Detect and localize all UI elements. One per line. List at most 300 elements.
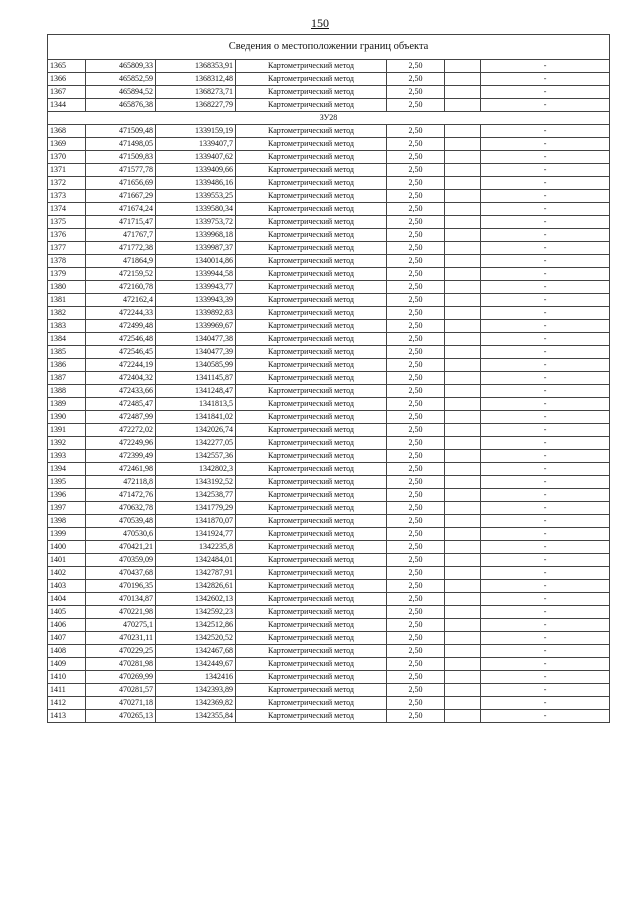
empty-cell bbox=[445, 86, 481, 99]
note-cell: - bbox=[481, 268, 610, 281]
x-coordinate-cell: 470437,68 bbox=[86, 567, 156, 580]
empty-cell bbox=[445, 60, 481, 73]
y-coordinate-cell: 1368312,48 bbox=[156, 73, 236, 86]
x-coordinate-cell: 472499,48 bbox=[86, 320, 156, 333]
table-row bbox=[48, 164, 610, 177]
table-row bbox=[48, 99, 610, 112]
accuracy-cell: 2,50 bbox=[387, 138, 445, 151]
table-row bbox=[48, 60, 610, 73]
y-coordinate-cell: 1341841,02 bbox=[156, 411, 236, 424]
x-coordinate-cell: 471498,05 bbox=[86, 138, 156, 151]
accuracy-cell: 2,50 bbox=[387, 554, 445, 567]
section-label: ЗУ28 bbox=[48, 112, 610, 125]
x-coordinate-cell: 470271,18 bbox=[86, 697, 156, 710]
empty-cell bbox=[445, 229, 481, 242]
empty-cell bbox=[445, 73, 481, 86]
point-number-cell: 1386 bbox=[48, 359, 86, 372]
accuracy-cell: 2,50 bbox=[387, 528, 445, 541]
empty-cell bbox=[445, 372, 481, 385]
y-coordinate-cell: 1342787,91 bbox=[156, 567, 236, 580]
method-cell: Картометрический метод bbox=[236, 528, 387, 541]
point-number-cell: 1365 bbox=[48, 60, 86, 73]
point-number-cell: 1375 bbox=[48, 216, 86, 229]
x-coordinate-cell: 470229,25 bbox=[86, 645, 156, 658]
accuracy-cell: 2,50 bbox=[387, 684, 445, 697]
y-coordinate-cell: 1339486,16 bbox=[156, 177, 236, 190]
empty-cell bbox=[445, 216, 481, 229]
empty-cell bbox=[445, 411, 481, 424]
y-coordinate-cell: 1339159,19 bbox=[156, 125, 236, 138]
method-cell: Картометрический метод bbox=[236, 99, 387, 112]
y-coordinate-cell: 1339943,39 bbox=[156, 294, 236, 307]
note-cell: - bbox=[481, 125, 610, 138]
accuracy-cell: 2,50 bbox=[387, 151, 445, 164]
x-coordinate-cell: 470196,35 bbox=[86, 580, 156, 593]
x-coordinate-cell: 472249,96 bbox=[86, 437, 156, 450]
accuracy-cell: 2,50 bbox=[387, 203, 445, 216]
empty-cell bbox=[445, 554, 481, 567]
note-cell: - bbox=[481, 177, 610, 190]
accuracy-cell: 2,50 bbox=[387, 476, 445, 489]
y-coordinate-cell: 1339753,72 bbox=[156, 216, 236, 229]
x-coordinate-cell: 470632,78 bbox=[86, 502, 156, 515]
x-coordinate-cell: 472485,47 bbox=[86, 398, 156, 411]
table-title: Сведения о местоположении границ объекта bbox=[48, 35, 610, 60]
note-cell: - bbox=[481, 203, 610, 216]
method-cell: Картометрический метод bbox=[236, 281, 387, 294]
x-coordinate-cell: 471674,24 bbox=[86, 203, 156, 216]
y-coordinate-cell: 1368273,71 bbox=[156, 86, 236, 99]
x-coordinate-cell: 470530,6 bbox=[86, 528, 156, 541]
method-cell: Картометрический метод bbox=[236, 190, 387, 203]
y-coordinate-cell: 1342416 bbox=[156, 671, 236, 684]
method-cell: Картометрический метод bbox=[236, 619, 387, 632]
point-number-cell: 1399 bbox=[48, 528, 86, 541]
x-coordinate-cell: 471656,69 bbox=[86, 177, 156, 190]
method-cell: Картометрический метод bbox=[236, 437, 387, 450]
table-row bbox=[48, 515, 610, 528]
note-cell: - bbox=[481, 372, 610, 385]
x-coordinate-cell: 470421,21 bbox=[86, 541, 156, 554]
empty-cell bbox=[445, 255, 481, 268]
y-coordinate-cell: 1339409,66 bbox=[156, 164, 236, 177]
point-number-cell: 1392 bbox=[48, 437, 86, 450]
empty-cell bbox=[445, 281, 481, 294]
method-cell: Картометрический метод bbox=[236, 138, 387, 151]
accuracy-cell: 2,50 bbox=[387, 320, 445, 333]
point-number-cell: 1405 bbox=[48, 606, 86, 619]
accuracy-cell: 2,50 bbox=[387, 593, 445, 606]
table-row bbox=[48, 281, 610, 294]
accuracy-cell: 2,50 bbox=[387, 281, 445, 294]
empty-cell bbox=[445, 476, 481, 489]
note-cell: - bbox=[481, 632, 610, 645]
table-row bbox=[48, 320, 610, 333]
y-coordinate-cell: 1339407,62 bbox=[156, 151, 236, 164]
empty-cell bbox=[445, 658, 481, 671]
y-coordinate-cell: 1342520,52 bbox=[156, 632, 236, 645]
note-cell: - bbox=[481, 138, 610, 151]
table-row bbox=[48, 697, 610, 710]
x-coordinate-cell: 471509,48 bbox=[86, 125, 156, 138]
accuracy-cell: 2,50 bbox=[387, 372, 445, 385]
accuracy-cell: 2,50 bbox=[387, 216, 445, 229]
accuracy-cell: 2,50 bbox=[387, 255, 445, 268]
note-cell: - bbox=[481, 606, 610, 619]
table-row bbox=[48, 190, 610, 203]
method-cell: Картометрический метод bbox=[236, 320, 387, 333]
y-coordinate-cell: 1341924,77 bbox=[156, 528, 236, 541]
method-cell: Картометрический метод bbox=[236, 606, 387, 619]
point-number-cell: 1374 bbox=[48, 203, 86, 216]
y-coordinate-cell: 1341870,07 bbox=[156, 515, 236, 528]
method-cell: Картометрический метод bbox=[236, 203, 387, 216]
x-coordinate-cell: 471509,83 bbox=[86, 151, 156, 164]
empty-cell bbox=[445, 125, 481, 138]
y-coordinate-cell: 1340014,86 bbox=[156, 255, 236, 268]
x-coordinate-cell: 472433,66 bbox=[86, 385, 156, 398]
y-coordinate-cell: 1341813,5 bbox=[156, 398, 236, 411]
method-cell: Картометрический метод bbox=[236, 333, 387, 346]
point-number-cell: 1406 bbox=[48, 619, 86, 632]
table-row bbox=[48, 177, 610, 190]
empty-cell bbox=[445, 398, 481, 411]
method-cell: Картометрический метод bbox=[236, 151, 387, 164]
x-coordinate-cell: 470231,11 bbox=[86, 632, 156, 645]
method-cell: Картометрический метод bbox=[236, 502, 387, 515]
note-cell: - bbox=[481, 151, 610, 164]
x-coordinate-cell: 472118,8 bbox=[86, 476, 156, 489]
empty-cell bbox=[445, 177, 481, 190]
point-number-cell: 1381 bbox=[48, 294, 86, 307]
y-coordinate-cell: 1339969,67 bbox=[156, 320, 236, 333]
accuracy-cell: 2,50 bbox=[387, 632, 445, 645]
table-row bbox=[48, 333, 610, 346]
x-coordinate-cell: 465894,52 bbox=[86, 86, 156, 99]
accuracy-cell: 2,50 bbox=[387, 242, 445, 255]
point-number-cell: 1370 bbox=[48, 151, 86, 164]
note-cell: - bbox=[481, 554, 610, 567]
empty-cell bbox=[445, 632, 481, 645]
method-cell: Картометрический метод bbox=[236, 242, 387, 255]
y-coordinate-cell: 1342026,74 bbox=[156, 424, 236, 437]
method-cell: Картометрический метод bbox=[236, 307, 387, 320]
table-row bbox=[48, 385, 610, 398]
x-coordinate-cell: 472244,19 bbox=[86, 359, 156, 372]
note-cell: - bbox=[481, 463, 610, 476]
table-row bbox=[48, 593, 610, 606]
x-coordinate-cell: 470269,99 bbox=[86, 671, 156, 684]
note-cell: - bbox=[481, 385, 610, 398]
x-coordinate-cell: 472162,4 bbox=[86, 294, 156, 307]
method-cell: Картометрический метод bbox=[236, 125, 387, 138]
point-number-cell: 1382 bbox=[48, 307, 86, 320]
accuracy-cell: 2,50 bbox=[387, 645, 445, 658]
method-cell: Картометрический метод bbox=[236, 164, 387, 177]
accuracy-cell: 2,50 bbox=[387, 606, 445, 619]
accuracy-cell: 2,50 bbox=[387, 177, 445, 190]
point-number-cell: 1413 bbox=[48, 710, 86, 723]
note-cell: - bbox=[481, 450, 610, 463]
point-number-cell: 1398 bbox=[48, 515, 86, 528]
empty-cell bbox=[445, 437, 481, 450]
point-number-cell: 1411 bbox=[48, 684, 86, 697]
accuracy-cell: 2,50 bbox=[387, 359, 445, 372]
point-number-cell: 1385 bbox=[48, 346, 86, 359]
empty-cell bbox=[445, 450, 481, 463]
table-row bbox=[48, 398, 610, 411]
note-cell: - bbox=[481, 73, 610, 86]
table-row bbox=[48, 203, 610, 216]
table-row bbox=[48, 606, 610, 619]
table-row bbox=[48, 502, 610, 515]
y-coordinate-cell: 1341779,29 bbox=[156, 502, 236, 515]
table-row bbox=[48, 450, 610, 463]
method-cell: Картометрический метод bbox=[236, 359, 387, 372]
x-coordinate-cell: 470134,87 bbox=[86, 593, 156, 606]
y-coordinate-cell: 1368227,79 bbox=[156, 99, 236, 112]
x-coordinate-cell: 470221,98 bbox=[86, 606, 156, 619]
point-number-cell: 1397 bbox=[48, 502, 86, 515]
note-cell: - bbox=[481, 346, 610, 359]
table-row bbox=[48, 658, 610, 671]
table-row bbox=[48, 411, 610, 424]
x-coordinate-cell: 472159,52 bbox=[86, 268, 156, 281]
y-coordinate-cell: 1342369,82 bbox=[156, 697, 236, 710]
note-cell: - bbox=[481, 86, 610, 99]
method-cell: Картометрический метод bbox=[236, 411, 387, 424]
table-row bbox=[48, 671, 610, 684]
empty-cell bbox=[445, 684, 481, 697]
note-cell: - bbox=[481, 489, 610, 502]
x-coordinate-cell: 472546,48 bbox=[86, 333, 156, 346]
x-coordinate-cell: 472399,49 bbox=[86, 450, 156, 463]
note-cell: - bbox=[481, 541, 610, 554]
accuracy-cell: 2,50 bbox=[387, 658, 445, 671]
note-cell: - bbox=[481, 411, 610, 424]
method-cell: Картометрический метод bbox=[236, 255, 387, 268]
table-row bbox=[48, 710, 610, 723]
y-coordinate-cell: 1342592,23 bbox=[156, 606, 236, 619]
empty-cell bbox=[445, 268, 481, 281]
point-number-cell: 1404 bbox=[48, 593, 86, 606]
note-cell: - bbox=[481, 281, 610, 294]
accuracy-cell: 2,50 bbox=[387, 515, 445, 528]
x-coordinate-cell: 470539,48 bbox=[86, 515, 156, 528]
accuracy-cell: 2,50 bbox=[387, 437, 445, 450]
table-row bbox=[48, 567, 610, 580]
note-cell: - bbox=[481, 424, 610, 437]
point-number-cell: 1368 bbox=[48, 125, 86, 138]
note-cell: - bbox=[481, 190, 610, 203]
y-coordinate-cell: 1340477,38 bbox=[156, 333, 236, 346]
method-cell: Картометрический метод bbox=[236, 450, 387, 463]
y-coordinate-cell: 1342449,67 bbox=[156, 658, 236, 671]
x-coordinate-cell: 472546,45 bbox=[86, 346, 156, 359]
table-row bbox=[48, 151, 610, 164]
note-cell: - bbox=[481, 476, 610, 489]
accuracy-cell: 2,50 bbox=[387, 567, 445, 580]
x-coordinate-cell: 472160,78 bbox=[86, 281, 156, 294]
empty-cell bbox=[445, 385, 481, 398]
x-coordinate-cell: 471715,47 bbox=[86, 216, 156, 229]
table-row bbox=[48, 216, 610, 229]
note-cell: - bbox=[481, 294, 610, 307]
point-number-cell: 1371 bbox=[48, 164, 86, 177]
note-cell: - bbox=[481, 320, 610, 333]
x-coordinate-cell: 470275,1 bbox=[86, 619, 156, 632]
point-number-cell: 1387 bbox=[48, 372, 86, 385]
x-coordinate-cell: 465876,38 bbox=[86, 99, 156, 112]
method-cell: Картометрический метод bbox=[236, 554, 387, 567]
y-coordinate-cell: 1342277,05 bbox=[156, 437, 236, 450]
table-title-row bbox=[48, 35, 610, 60]
x-coordinate-cell: 471767,7 bbox=[86, 229, 156, 242]
y-coordinate-cell: 1340585,99 bbox=[156, 359, 236, 372]
empty-cell bbox=[445, 333, 481, 346]
empty-cell bbox=[445, 489, 481, 502]
y-coordinate-cell: 1339943,77 bbox=[156, 281, 236, 294]
y-coordinate-cell: 1339892,83 bbox=[156, 307, 236, 320]
table-row bbox=[48, 294, 610, 307]
note-cell: - bbox=[481, 684, 610, 697]
x-coordinate-cell: 471577,78 bbox=[86, 164, 156, 177]
y-coordinate-cell: 1341248,47 bbox=[156, 385, 236, 398]
point-number-cell: 1380 bbox=[48, 281, 86, 294]
y-coordinate-cell: 1342557,36 bbox=[156, 450, 236, 463]
table-row bbox=[48, 138, 610, 151]
note-cell: - bbox=[481, 580, 610, 593]
note-cell: - bbox=[481, 671, 610, 684]
table-row bbox=[48, 242, 610, 255]
empty-cell bbox=[445, 502, 481, 515]
empty-cell bbox=[445, 645, 481, 658]
table-row bbox=[48, 489, 610, 502]
point-number-cell: 1401 bbox=[48, 554, 86, 567]
y-coordinate-cell: 1339944,58 bbox=[156, 268, 236, 281]
table-row bbox=[48, 86, 610, 99]
method-cell: Картометрический метод bbox=[236, 489, 387, 502]
accuracy-cell: 2,50 bbox=[387, 99, 445, 112]
point-number-cell: 1400 bbox=[48, 541, 86, 554]
point-number-cell: 1384 bbox=[48, 333, 86, 346]
accuracy-cell: 2,50 bbox=[387, 346, 445, 359]
method-cell: Картометрический метод bbox=[236, 268, 387, 281]
accuracy-cell: 2,50 bbox=[387, 307, 445, 320]
y-coordinate-cell: 1368353,91 bbox=[156, 60, 236, 73]
method-cell: Картометрический метод bbox=[236, 593, 387, 606]
note-cell: - bbox=[481, 164, 610, 177]
note-cell: - bbox=[481, 658, 610, 671]
empty-cell bbox=[445, 463, 481, 476]
empty-cell bbox=[445, 164, 481, 177]
table-row bbox=[48, 372, 610, 385]
y-coordinate-cell: 1339407,7 bbox=[156, 138, 236, 151]
table-row bbox=[48, 307, 610, 320]
point-number-cell: 1389 bbox=[48, 398, 86, 411]
note-cell: - bbox=[481, 710, 610, 723]
accuracy-cell: 2,50 bbox=[387, 333, 445, 346]
method-cell: Картометрический метод bbox=[236, 216, 387, 229]
page-number: 150 bbox=[311, 16, 329, 30]
method-cell: Картометрический метод bbox=[236, 710, 387, 723]
table-row bbox=[48, 268, 610, 281]
method-cell: Картометрический метод bbox=[236, 385, 387, 398]
empty-cell bbox=[445, 424, 481, 437]
note-cell: - bbox=[481, 593, 610, 606]
method-cell: Картометрический метод bbox=[236, 346, 387, 359]
table-row bbox=[48, 359, 610, 372]
point-number-cell: 1393 bbox=[48, 450, 86, 463]
empty-cell bbox=[445, 541, 481, 554]
point-number-cell: 1394 bbox=[48, 463, 86, 476]
note-cell: - bbox=[481, 60, 610, 73]
x-coordinate-cell: 470281,98 bbox=[86, 658, 156, 671]
empty-cell bbox=[445, 307, 481, 320]
method-cell: Картометрический метод bbox=[236, 697, 387, 710]
empty-cell bbox=[445, 580, 481, 593]
x-coordinate-cell: 471667,29 bbox=[86, 190, 156, 203]
method-cell: Картометрический метод bbox=[236, 60, 387, 73]
empty-cell bbox=[445, 190, 481, 203]
method-cell: Картометрический метод bbox=[236, 86, 387, 99]
note-cell: - bbox=[481, 333, 610, 346]
table-row bbox=[48, 229, 610, 242]
table-row bbox=[48, 528, 610, 541]
method-cell: Картометрический метод bbox=[236, 372, 387, 385]
accuracy-cell: 2,50 bbox=[387, 502, 445, 515]
point-number-cell: 1395 bbox=[48, 476, 86, 489]
method-cell: Картометрический метод bbox=[236, 177, 387, 190]
note-cell: - bbox=[481, 528, 610, 541]
x-coordinate-cell: 471864,9 bbox=[86, 255, 156, 268]
point-number-cell: 1377 bbox=[48, 242, 86, 255]
table-row bbox=[48, 255, 610, 268]
empty-cell bbox=[445, 242, 481, 255]
point-number-cell: 1378 bbox=[48, 255, 86, 268]
x-coordinate-cell: 472244,33 bbox=[86, 307, 156, 320]
empty-cell bbox=[445, 151, 481, 164]
point-number-cell: 1410 bbox=[48, 671, 86, 684]
x-coordinate-cell: 471472,76 bbox=[86, 489, 156, 502]
method-cell: Картометрический метод bbox=[236, 424, 387, 437]
note-cell: - bbox=[481, 242, 610, 255]
accuracy-cell: 2,50 bbox=[387, 164, 445, 177]
section-row bbox=[48, 112, 610, 125]
point-number-cell: 1388 bbox=[48, 385, 86, 398]
table-row bbox=[48, 580, 610, 593]
note-cell: - bbox=[481, 307, 610, 320]
y-coordinate-cell: 1342512,86 bbox=[156, 619, 236, 632]
method-cell: Картометрический метод bbox=[236, 645, 387, 658]
note-cell: - bbox=[481, 697, 610, 710]
accuracy-cell: 2,50 bbox=[387, 411, 445, 424]
table-row bbox=[48, 645, 610, 658]
point-number-cell: 1408 bbox=[48, 645, 86, 658]
x-coordinate-cell: 465809,33 bbox=[86, 60, 156, 73]
boundary-coordinates-table bbox=[47, 34, 610, 723]
note-cell: - bbox=[481, 515, 610, 528]
accuracy-cell: 2,50 bbox=[387, 125, 445, 138]
point-number-cell: 1396 bbox=[48, 489, 86, 502]
table-row bbox=[48, 632, 610, 645]
point-number-cell: 1344 bbox=[48, 99, 86, 112]
note-cell: - bbox=[481, 216, 610, 229]
method-cell: Картометрический метод bbox=[236, 229, 387, 242]
method-cell: Картометрический метод bbox=[236, 398, 387, 411]
point-number-cell: 1412 bbox=[48, 697, 86, 710]
accuracy-cell: 2,50 bbox=[387, 710, 445, 723]
